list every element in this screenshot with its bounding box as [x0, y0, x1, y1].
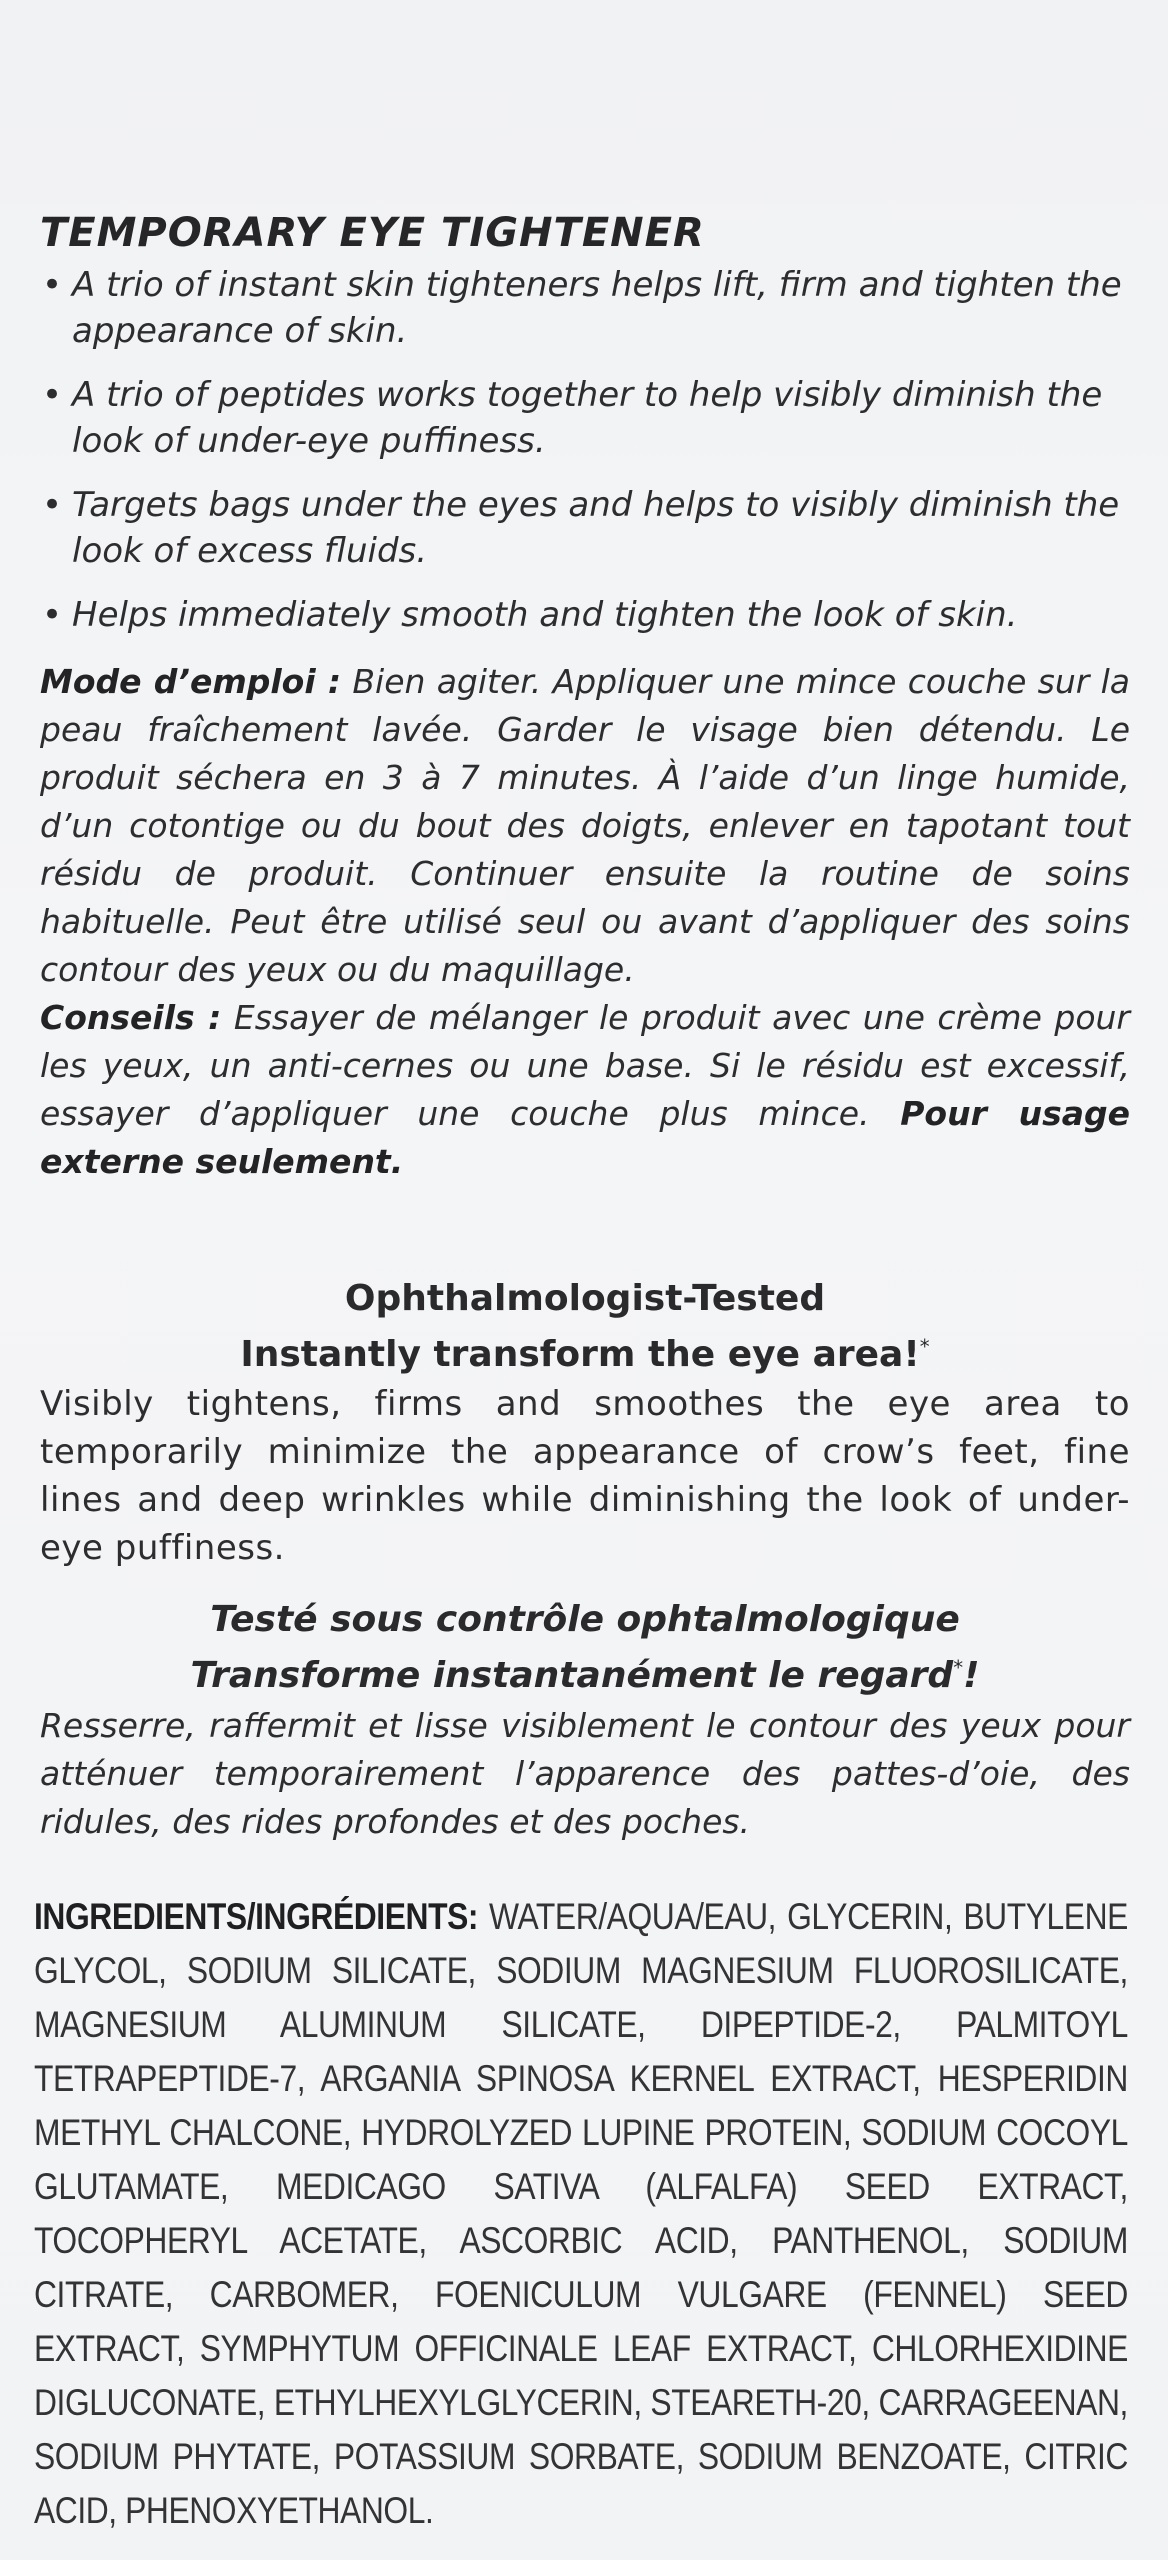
instant-transform-text: Instantly transform the eye area! — [240, 1334, 920, 1375]
product-label-panel — [34, 0, 1130, 2560]
benefit-item: • Targets bags under the eyes and helps to visibly diminish the look of excess fluids. — [40, 482, 1130, 574]
benefit-item: • Helps immediately smooth and tighten the look of skin. — [40, 592, 1130, 638]
benefit-list — [40, 262, 1130, 656]
directions-label: Mode d’emploi : — [40, 662, 342, 701]
benefit-item: • A trio of peptides works together to help visibly diminish the look of under-eye puffiness. — [40, 372, 1130, 464]
ingredients-list — [34, 1890, 1128, 2538]
french-instructions — [40, 658, 1130, 1186]
english-claim-title — [40, 1275, 1130, 1379]
instant-transform-line — [40, 1323, 1130, 1379]
french-description: Resserre, raffermit et lisse visiblement le contour des yeux pour atténuer temporairement l’apparence des pattes-d’oie, des ridules, des rides profondes et des poches. — [40, 1706, 1130, 1841]
tips-text: Essayer de mélanger le produit avec une crème pour les yeux, un anti-cernes ou une base. Si le résidu est excessif, essayer d’appliquer une couche plus mince. — [40, 998, 1130, 1133]
ingredients-text: WATER/AQUA/EAU, GLYCERIN, BUTYLENE GLYCOL, SODIUM SILICATE, SODIUM MAGNESIUM FLUOROSILICATE, MAGNESIUM ALUMINUM SILICATE, DIPEPTIDE-2, PALMITOYL TETRAPEPTIDE-7, ARGANIA SPINOSA KERNEL EXTRACT, HESPERIDIN METHYL CHALCONE, HYDROLYZED LUPINE PROTEIN, SODIUM COCOYL GLUTAMATE, MEDICAGO SATIVA (ALFALFA) SEED EXTRACT, TOCOPHERYL ACETATE, ASCORBIC ACID, PANTHENOL, SODIUM CITRATE, CARBOMER, FOENICULUM VULGARE (FENNEL) SEED EXTRACT, SYMPHYTUM OFFICINALE LEAF EXTRACT, CHLORHEXIDINE DIGLUCONATE, ETHYLHEXYLGLYCERIN, STEARETH-20, CARRAGEENAN, SODIUM PHYTATE, POTASSIUM SORBATE, SODIUM BENZOATE, CITRIC ACID, PHENOXYETHANOL. — [34, 1896, 1128, 2531]
tips-label: Conseils : — [40, 998, 222, 1037]
benefit-item: • A trio of instant skin tighteners helps lift, firm and tighten the appearance of skin. — [40, 262, 1130, 354]
exclamation: ! — [963, 1655, 980, 1696]
transforme-regard-text: Transforme instantanément le regard — [190, 1655, 954, 1696]
external-use-warning: Pour usage externe seulement. — [40, 1094, 1130, 1181]
tips-paragraph — [40, 994, 1130, 1186]
product-heading: TEMPORARY EYE TIGHTENER — [40, 210, 705, 256]
directions-paragraph — [40, 658, 1130, 994]
teste-ophtalmologique-line: Testé sous contrôle ophtalmologique — [210, 1599, 960, 1640]
footnote-asterisk: * — [919, 1335, 930, 1358]
french-claim-title — [40, 1596, 1130, 1700]
english-description: Visibly tightens, firms and smoothes the eye area to temporarily minimize the appearance of crow’s feet, fine lines and deep wrinkles while diminishing the look of under-eye puffiness. — [40, 1384, 1130, 1568]
ingredients-label: INGREDIENTS/INGRÉDIENTS: — [34, 1896, 479, 1937]
transforme-regard-line — [40, 1644, 1130, 1700]
ophthalmologist-tested-line: Ophthalmologist-Tested — [344, 1278, 826, 1319]
footnote-asterisk-fr: * — [953, 1656, 964, 1679]
directions-text: Bien agiter. Appliquer une mince couche sur la peau fraîchement lavée. Garder le visage bien détendu. Le produit séchera en 3 à 7 minutes. À l’aide d’un linge humide, d’un cotontige ou du bout des doigts, enlever en tapotant tout résidu de produit. Continuer ensuite la routine de soins habituelle. Peut être utilisé seul ou avant d’appliquer des soins contour des yeux ou du maquillage. — [40, 662, 1130, 989]
